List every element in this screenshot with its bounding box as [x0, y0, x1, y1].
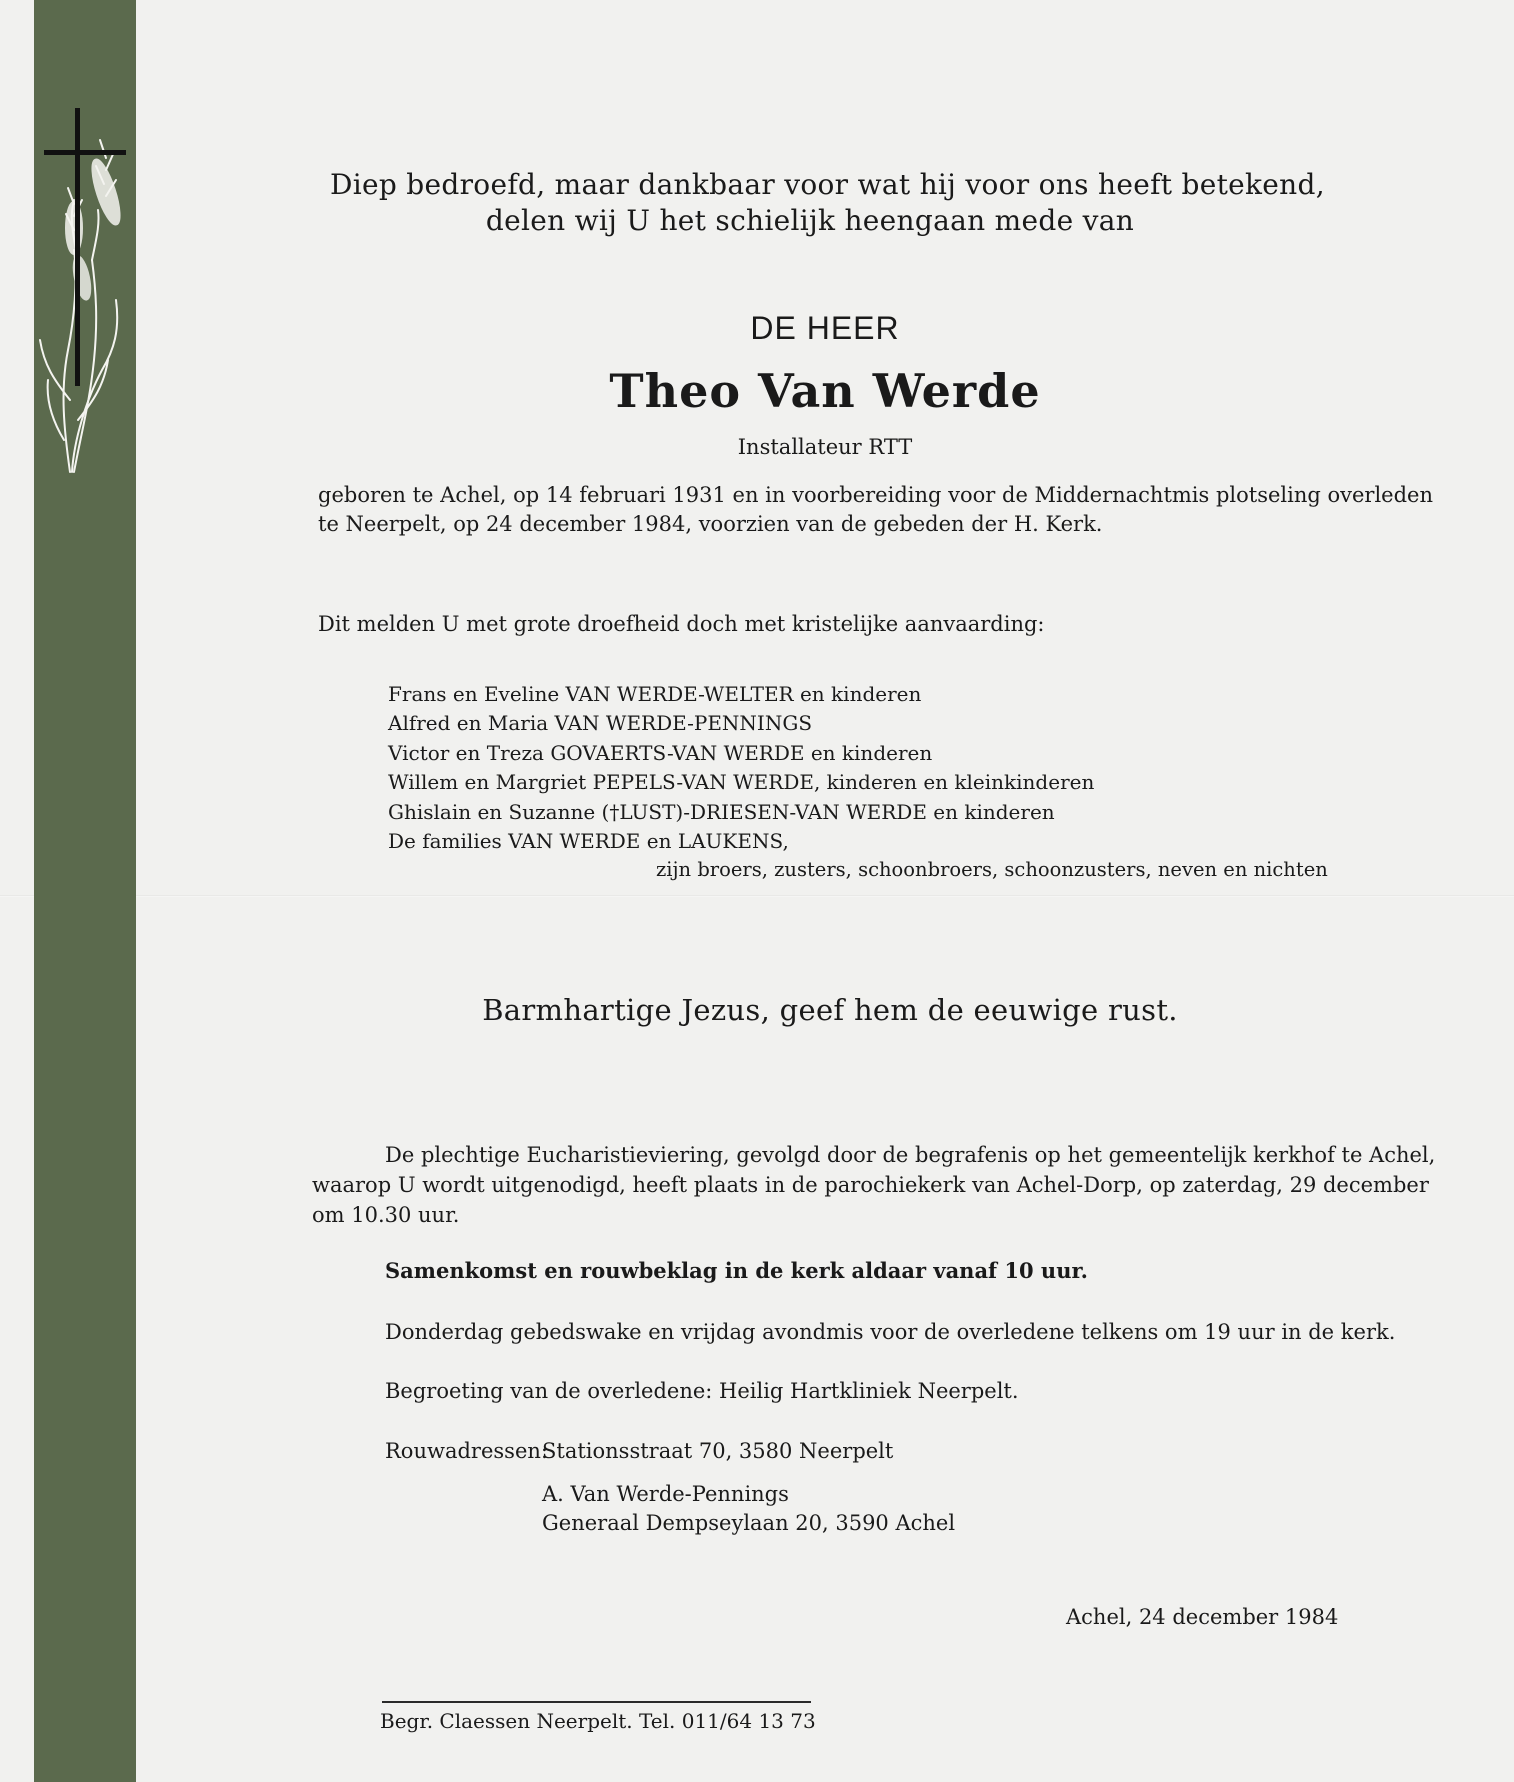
family-relations: zijn broers, zusters, schoonbroers, schoonzusters, neven en nichten	[656, 858, 1328, 881]
intro-line-2: delen wij U het schielijk heengaan mede van	[485, 204, 1135, 237]
paper-fold-line	[0, 895, 1514, 897]
printer-credit: Begr. Claessen Neerpelt. Tel. 011/64 13 73	[380, 1709, 816, 1733]
family-member: Frans en Eveline VAN WERDE-WELTER en kinderen	[388, 682, 922, 706]
footer-divider	[382, 1701, 811, 1703]
mass-line-2: waarop U wordt uitgenodigd, heeft plaats in de parochiekerk van Achel-Dorp, op zaterdag, 29 december	[312, 1173, 1429, 1197]
family-member: Ghislain en Suzanne (†LUST)-DRIESEN-VAN WERDE en kinderen	[388, 799, 1055, 824]
cross-and-wheat-emblem	[34, 100, 136, 480]
family-list	[388, 680, 1094, 856]
greeting-info: Begroeting van de overledene: Heilig Hartkliniek Neerpelt.	[385, 1379, 1019, 1403]
address-line-3: Generaal Dempseylaan 20, 3590 Achel	[542, 1511, 956, 1535]
address-line-2: A. Van Werde-Pennings	[542, 1482, 789, 1506]
address-line-1: Stationsstraat 70, 3580 Neerpelt	[542, 1439, 894, 1463]
family-member: Victor en Treza GOVAERTS-VAN WERDE en kinderen	[388, 740, 933, 765]
birth-death-line-1: geboren te Achel, op 14 februari 1931 en in voorbereiding voor de Middernachtmis plotseling overleden	[318, 483, 1433, 507]
place-and-date: Achel, 24 december 1984	[1066, 1605, 1339, 1629]
vigil-info: Donderdag gebedswake en vrijdag avondmis voor de overledene telkens om 19 uur in de kerk.	[385, 1320, 1396, 1344]
family-member: Willem en Margriet PEPELS-VAN WERDE, kinderen en kleinkinderen	[388, 770, 1095, 795]
prayer-line: Barmhartige Jezus, geef hem de eeuwige rust.	[482, 993, 1178, 1027]
condolence-meeting: Samenkomst en rouwbeklag in de kerk aldaar vanaf 10 uur.	[385, 1258, 1088, 1283]
family-member: Alfred en Maria VAN WERDE-PENNINGS	[388, 711, 813, 736]
family-member: De families VAN WERDE en LAUKENS,	[388, 829, 789, 854]
intro-line-1: Diep bedroefd, maar dankbaar voor wat hij voor ons heeft betekend,	[330, 168, 1325, 201]
mass-line-3: om 10.30 uur.	[312, 1203, 460, 1227]
deceased-name: Theo Van Werde	[609, 364, 1041, 418]
addresses-label: Rouwadressen:	[385, 1439, 548, 1463]
deceased-profession: Installateur RTT	[737, 435, 913, 459]
honorific-title: DE HEER	[750, 310, 900, 346]
family-intro: Dit melden U met grote droefheid doch met kristelijke aanvaarding:	[318, 612, 1045, 636]
mass-line-1: De plechtige Eucharistieviering, gevolgd door de begrafenis op het gemeentelijk kerkhof te Achel,	[385, 1143, 1436, 1167]
birth-death-line-2: te Neerpelt, op 24 december 1984, voorzien van de gebeden der H. Kerk.	[318, 512, 1103, 536]
wheat-ears-icon	[40, 140, 125, 472]
